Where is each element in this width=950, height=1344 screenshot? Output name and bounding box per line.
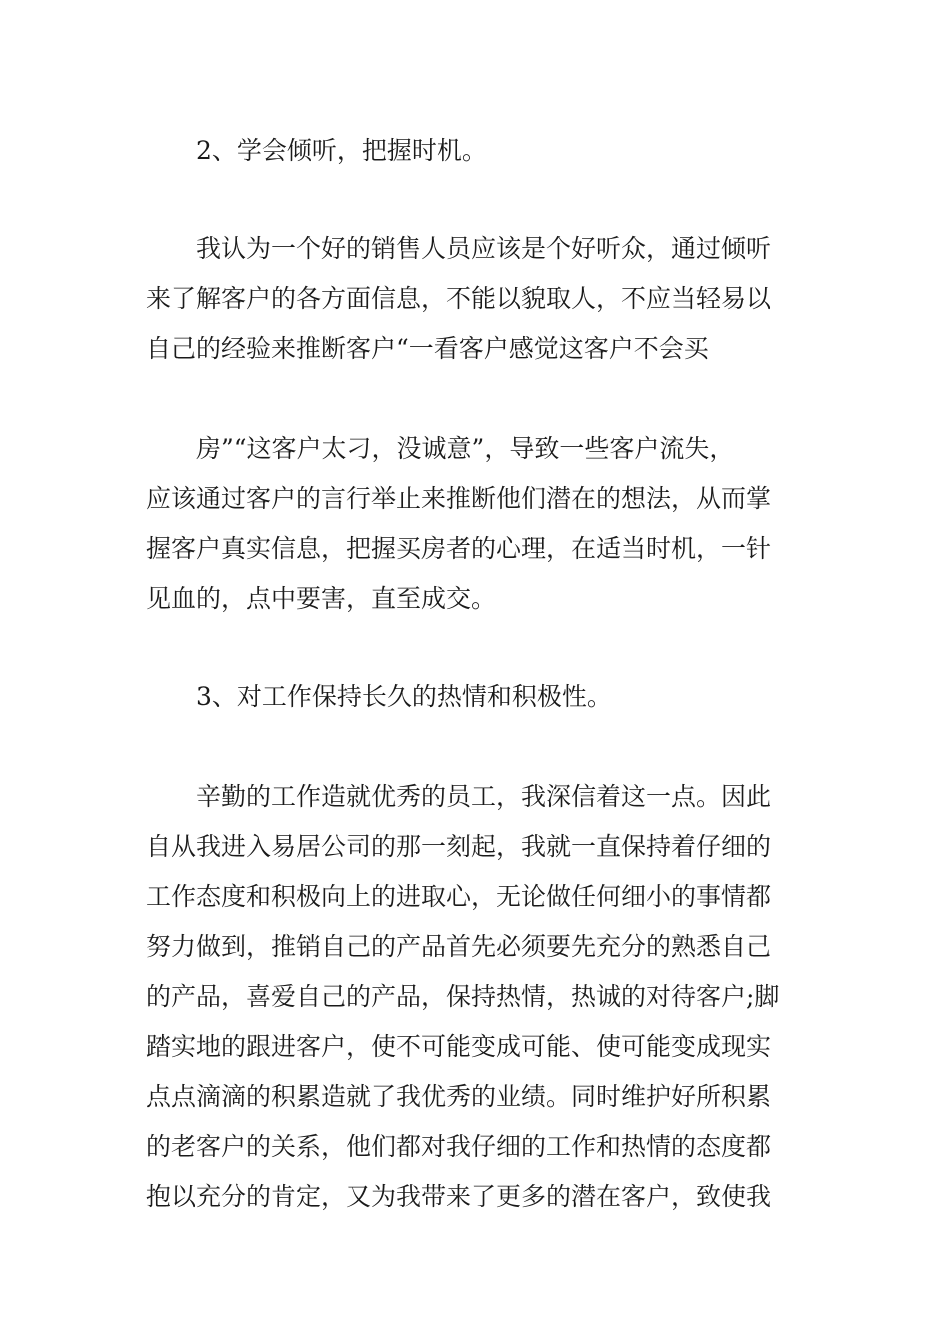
paragraph-line: 自从我进入易居公司的那一刻起，我就一直保持着仔细的 xyxy=(146,832,772,861)
paragraph-line: 工作态度和积极向上的进取心，无论做任何细小的事情都 xyxy=(146,882,772,911)
section-heading-3: 3、对工作保持长久的热情和积极性。 xyxy=(196,682,612,711)
paragraph-line: 点点滴滴的积累造就了我优秀的业绩。同时维护好所积累 xyxy=(146,1082,772,1111)
paragraph-line: 房”“这客户太刁，没诚意”，导致一些客户流失， xyxy=(196,434,735,463)
paragraph-line: 辛勤的工作造就优秀的员工，我深信着这一点。因此 xyxy=(196,782,772,811)
paragraph-line: 来了解客户的各方面信息，不能以貌取人，不应当轻易以 xyxy=(146,284,772,313)
paragraph-line: 握客户真实信息，把握买房者的心理，在适当时机，一针 xyxy=(146,534,772,563)
paragraph-line: 努力做到，推销自己的产品首先必须要先充分的熟悉自己 xyxy=(146,932,772,961)
paragraph-line: 见血的，点中要害，直至成交。 xyxy=(146,584,497,613)
paragraph-line: 踏实地的跟进客户，使不可能变成可能、使可能变成现实 xyxy=(146,1032,772,1061)
paragraph-line: 的产品，喜爱自己的产品，保持热情，热诚的对待客户;脚 xyxy=(146,982,780,1011)
paragraph-line: 我认为一个好的销售人员应该是个好听众，通过倾听 xyxy=(196,234,772,263)
paragraph-line: 的老客户的关系，他们都对我仔细的工作和热情的态度都 xyxy=(146,1132,772,1161)
paragraph-line: 应该通过客户的言行举止来推断他们潜在的想法，从而掌 xyxy=(146,484,772,513)
section-heading-2: 2、学会倾听，把握时机。 xyxy=(196,136,487,165)
paragraph-line: 自己的经验来推断客户“一看客户感觉这客户不会买 xyxy=(146,334,709,363)
paragraph-line: 抱以充分的肯定，又为我带来了更多的潜在客户，致使我 xyxy=(146,1182,772,1211)
